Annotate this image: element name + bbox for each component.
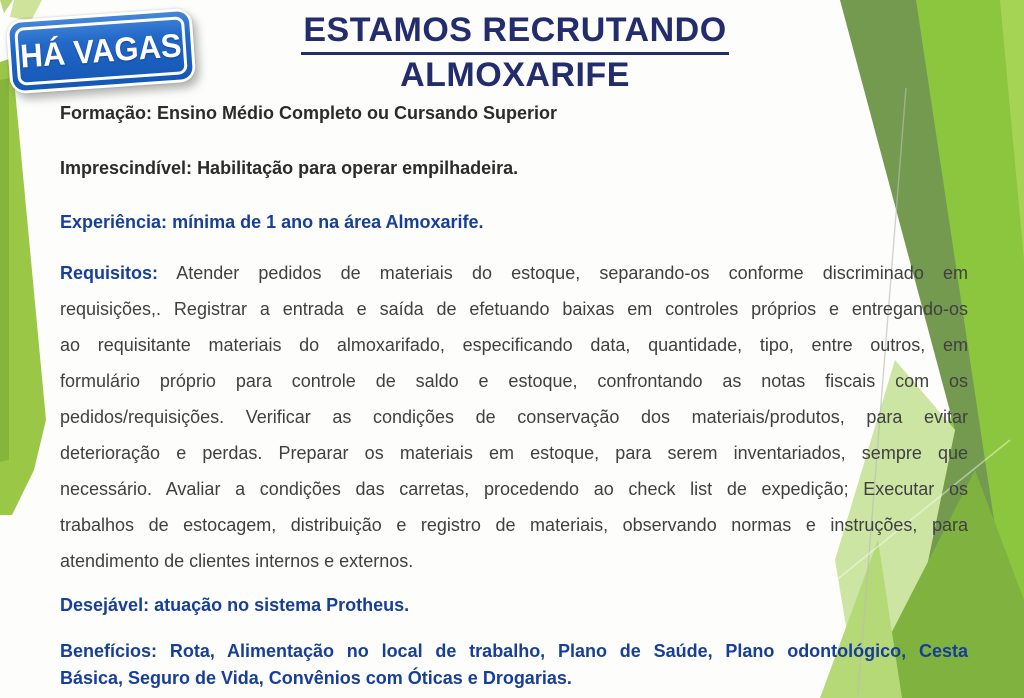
section-imprescindivel <box>60 158 968 179</box>
requisitos-line: formulário próprio para controle de saldo e estoque, confrontando as notas fiscais com os <box>60 371 968 391</box>
formacao-text: Ensino Médio Completo ou Cursando Superior <box>157 103 558 123</box>
vacancy-badge <box>6 8 197 95</box>
section-formacao <box>60 103 968 124</box>
requisitos-label: Requisitos: <box>60 263 159 283</box>
section-requisitos <box>60 255 968 579</box>
beneficios-label: Benefícios: <box>60 641 158 661</box>
section-beneficios <box>60 638 968 692</box>
requisitos-line: atendimento de clientes internos e externos. <box>60 551 414 571</box>
requisitos-line: Requisitos: Atender pedidos de materiais do estoque, separando-os conforme discriminado em <box>60 263 968 283</box>
requisitos-line: ao requisitante materiais do almoxarifado, especificando data, quantidade, tipo, entre outros, em <box>60 335 968 355</box>
formacao-label: Formação: <box>60 103 153 123</box>
requisitos-line: requisições,. Registrar a entrada e saída de efetuando baixas em controles próprios e entregando-os <box>60 299 968 319</box>
section-experiencia <box>60 212 968 233</box>
requisitos-line: necessário. Avaliar a condições das carretas, procedendo ao check list de expedição; Executar os <box>60 479 968 499</box>
page-title <box>215 12 815 93</box>
beneficios-line: Benefícios: Rota, Alimentação no local de trabalho, Plano de Saúde, Plano odontológico, Cesta <box>60 641 968 661</box>
title-line-1: ESTAMOS RECRUTANDO <box>301 12 728 55</box>
desejavel-text: atuação no sistema Protheus. <box>154 595 410 615</box>
title-line-2: ALMOXARIFE <box>400 55 630 94</box>
imprescindivel-label: Imprescindível: <box>60 158 193 178</box>
imprescindivel-text: Habilitação para operar empilhadeira. <box>197 158 519 178</box>
vacancy-badge-plate <box>9 11 193 91</box>
experiencia-label: Experiência: <box>60 212 168 232</box>
requisitos-line: pedidos/requisições. Verificar as condições de conservação dos materiais/produtos, para evitar <box>60 407 968 427</box>
experiencia-text: mínima de 1 ano na área Almoxarife. <box>172 212 484 232</box>
vacancy-badge-inner-ring <box>14 16 188 86</box>
vacancy-badge-label: HÁ VAGAS <box>19 26 183 75</box>
section-desejavel <box>60 595 968 616</box>
beneficios-line: Básica, Seguro de Vida, Convênios com Óticas e Drogarias. <box>60 668 572 688</box>
requisitos-line: deterioração e perdas. Preparar os materiais em estoque, para serem inventariados, sempre que <box>60 443 968 463</box>
desejavel-label: Desejável: <box>60 595 150 615</box>
requisitos-line: trabalhos de estocagem, distribuição e registro de materiais, observando normas e instruções, para <box>60 515 968 535</box>
